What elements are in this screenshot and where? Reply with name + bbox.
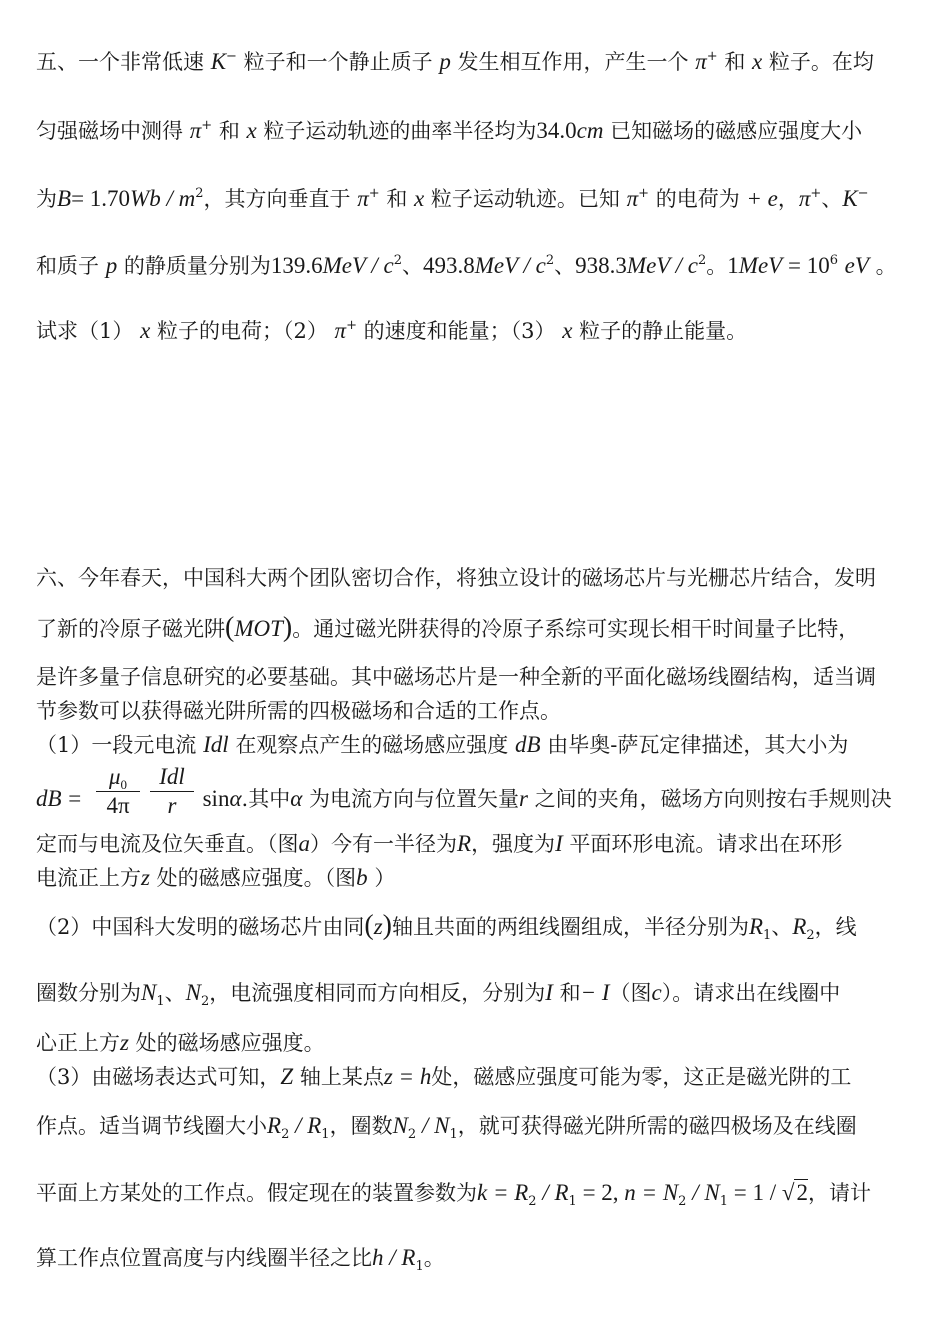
p6-line-12: （3）由磁场表达式可知，Z 轴上某点z = h处，磁感应强度可能为零，这正是磁光阱的工 [36,1064,852,1089]
p6-line-7: 定而与电流及位矢垂直。（图a）今有一半径为R，强度为I 平面环形电流。请求出在环形 [36,831,843,856]
fraction-mu-over-4pi: $\mu_0$ 4π [96,764,140,819]
p5-line-2: 匀强磁场中测得 π+ 和 x 粒子运动轨迹的曲率半径均为34.0cm 已知磁场的磁感应强度大小 [36,118,863,143]
p6-line-9: （2）中国科大发明的磁场芯片由同(z)轴且共面的两组线圈组成，半径分别为$R_1$、$R_2$，线 [36,910,857,943]
p6-line-5: （1）一段元电流 Idl 在观察点产生的磁场感应强度 dB 由毕奥-萨瓦定律描述，其大小为 [36,732,849,757]
p6-line-11: 心正上方z 处的磁场感应强度。 [36,1030,325,1055]
p5-line-3: 为$B= 1.70Wb / m^2$，其方向垂直于 π+ 和 x 粒子运动轨迹。已知 π+ 的电荷为 + e，π+、K− [36,186,869,211]
p5-line-1: 五、一个非常低速 K− 粒子和一个静止质子 p 发生相互作用，产生一个 π+ 和 x 粒子。在均 [36,49,874,74]
p5-line-4: 和质子 p 的静质量分别为$139.6MeV / c^2$、$493.8MeV / c^2$、$938.3MeV / c^2$。$1MeV = 10^6$ eV 。 [36,253,897,278]
p6-line-13: 作点。适当调节线圈大小$R_2 / R_1$，圈数$N_2 / N_1$，就可获得磁光阱所需的磁四极场及在线圈 [36,1113,857,1142]
p6-line-15: 算工作点位置高度与内线圈半径之比h / $R_1$。 [36,1245,445,1274]
p6-line-3: 是许多量子信息研究的必要基础。其中磁场芯片是一种全新的平面化磁场线圈结构，适当调 [36,665,876,689]
p6-line-2: 了新的冷原子磁光阱(MOT)。通过磁光阱获得的冷原子系综可实现长相干时间量子比特， [36,612,860,643]
fraction-idl-over-r: Idl r [150,764,194,819]
p5-line-5: 试求（1） x 粒子的电荷；（2） π+ 的速度和能量；（3） x 粒子的静止能量。 [36,318,748,343]
p6-line-14: 平面上方某处的工作点。假定现在的装置参数为$k = R_2 / R_1 = 2$, $n = N_2 / N_1 = 1 / √2$，请计 [36,1180,871,1209]
p6-line-8: 电流正上方z 处的磁感应强度。（图b ） [36,865,396,890]
p6-line-6: dB = sinα.其中α 为电流方向与位置矢量r 之间的夹角，磁场方向则按右手规则决 [36,786,892,811]
p6-line-1: 六、今年春天，中国科大两个团队密切合作，将独立设计的磁场芯片与光栅芯片结合，发明 [36,566,876,590]
p6-line-4: 节参数可以获得磁光阱所需的四极磁场和合适的工作点。 [36,699,561,723]
p6-line-10: 圈数分别为$N_1$、$N_2$，电流强度相同而方向相反，分别为I 和− I（图c）。请求出在线圈中 [36,980,841,1009]
